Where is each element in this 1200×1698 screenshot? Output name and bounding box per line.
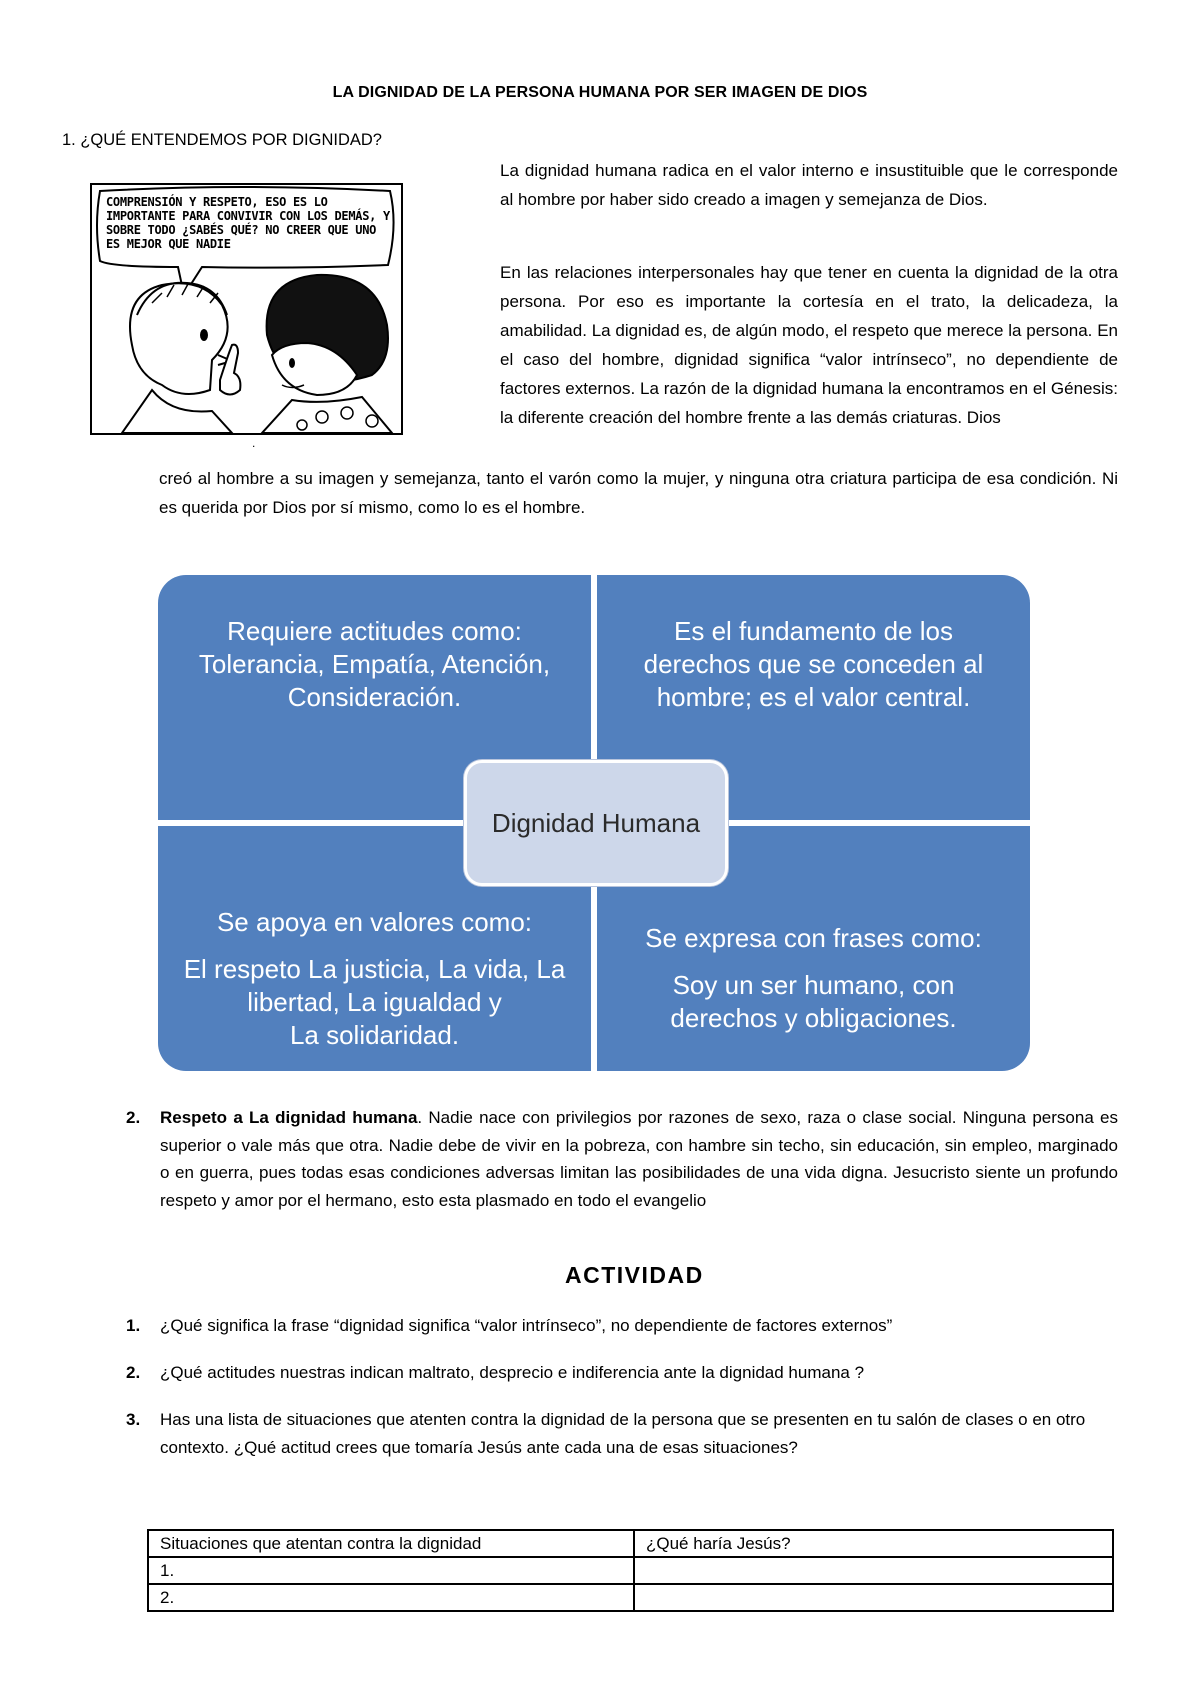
- table-row: [148, 1584, 1113, 1611]
- values-line-1: El respeto La justicia, La vida, La: [183, 954, 566, 984]
- comic-image: [90, 183, 403, 435]
- section-2-number: 2.: [126, 1108, 141, 1127]
- dignity-diagram: [158, 575, 1030, 1071]
- question-text: Has una lista de situaciones que atenten contra la dignidad de la persona que se presenten en tu salón de clases o en otro contexto. ¿Qué actitud crees que tomaría Jesús ante cada una de esas situaciones?: [160, 1410, 1086, 1457]
- table-header-situations: Situaciones que atentan contra la dignidad: [148, 1530, 634, 1557]
- section-2-text: [160, 1104, 1118, 1214]
- phrases-heading: Se expresa con frases como:: [645, 923, 982, 953]
- foundation-line-1: Es el fundamento de los: [674, 616, 953, 646]
- paragraph-relations: En las relaciones interpersonales hay que tener en cuenta la dignidad de la otra persona. Por eso es importante la cortesía en el trato, la delicadeza, la amabilidad. La dignidad es, de algún modo, el respeto que merece la persona. En el caso del hombre, dignidad significa “valor intrínseco”, no dependiente de factores externos. La razón de la dignidad humana la encontramos en el Génesis: la diferente creación del hombre frente a las demás criaturas. Dios: [500, 263, 1118, 427]
- phrases-line-2: derechos y obligaciones.: [670, 1003, 957, 1033]
- paragraph-definition: La dignidad humana radica en el valor interno e insustituible que le corresponde al hombre por haber sido creado a imagen y semejanza de Dios.: [500, 161, 1118, 209]
- comic-speech-text: COMPRENSIÓN Y RESPETO, ESO ES LO IMPORTANTE PARA CONVIVIR CON LOS DEMÁS, Y SOBRE TODO ¿SABÉS QUÉ? NO CREER QUE UNO ES MEJOR QUE NADIE: [106, 195, 390, 251]
- page-title: LA DIGNIDAD DE LA PERSONA HUMANA POR SER IMAGEN DE DIOS: [332, 84, 868, 101]
- table-row: [148, 1557, 1113, 1584]
- table-cell[interactable]: 2.: [148, 1584, 634, 1611]
- activity-title: ACTIVIDAD: [565, 1262, 704, 1288]
- paragraph-relations-continued: creó al hombre a su imagen y semejanza, tanto el varón como la mujer, y ninguna otra criatura participa de esa condición. Ni es querida por Dios por sí mismo, como lo es el hombre.: [159, 469, 1118, 517]
- table-header-jesus: ¿Qué haría Jesús?: [634, 1530, 1113, 1557]
- table-cell[interactable]: 1.: [148, 1557, 634, 1584]
- table-cell[interactable]: [634, 1584, 1113, 1611]
- attitudes-line-2: Tolerancia, Empatía, Atención,: [198, 649, 551, 679]
- attitudes-line-1: Requiere actitudes como:: [227, 616, 522, 646]
- question-number: 2.: [126, 1363, 141, 1382]
- foundation-line-3: hombre; es el valor central.: [656, 682, 971, 712]
- table-cell[interactable]: [634, 1557, 1113, 1584]
- section-1-heading: 1. ¿QUÉ ENTENDEMOS POR DIGNIDAD?: [62, 131, 382, 149]
- values-line-3: La solidaridad.: [289, 1020, 460, 1050]
- question-number: 3.: [126, 1410, 141, 1429]
- phrases-line-1: Soy un ser humano, con: [672, 970, 955, 1000]
- table-header-row: [148, 1530, 1113, 1557]
- foundation-line-2: derechos que se conceden al: [643, 649, 984, 679]
- section-2-body: . Nadie nace con privilegios por razones de sexo, raza o clase social. Ninguna persona es superior o vale más que otra. Nadie debe de vivir en la pobreza, con hambre sin techo, sin educación, sin empleo, marginado o en guerra, pues todas esas condiciones adversas limitan las posibilidades de una vida digna. Jesucristo siente un profundo respeto y amor por el hermano, esto esta plasmado en todo el evangelio: [160, 1108, 1118, 1210]
- question-text: ¿Qué significa la frase “dignidad significa “valor intrínseco”, no dependiente de factores externos”: [160, 1316, 893, 1335]
- values-heading: Se apoya en valores como:: [216, 907, 533, 937]
- diagram-center-box: Dignidad Humana: [464, 760, 728, 886]
- attitudes-line-3: Consideración.: [287, 682, 462, 712]
- activity-table: [147, 1529, 1114, 1612]
- section-2-bold: Respeto a La dignidad humana: [160, 1108, 418, 1127]
- question-text: ¿Qué actitudes nuestras indican maltrato, desprecio e indiferencia ante la dignidad humana ?: [160, 1363, 865, 1382]
- stray-dot: .: [252, 436, 256, 450]
- values-line-2: libertad, La igualdad y: [247, 987, 502, 1017]
- question-number: 1.: [126, 1316, 141, 1335]
